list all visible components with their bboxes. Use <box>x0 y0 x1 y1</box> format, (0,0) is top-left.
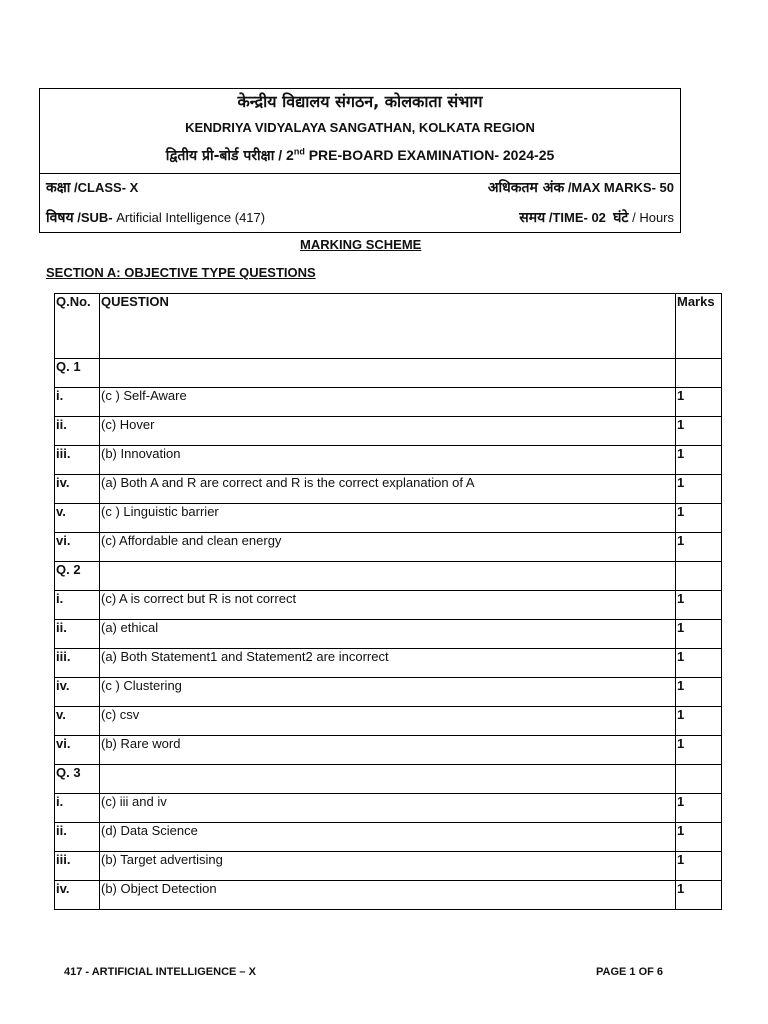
answer-text: (c ) Self-Aware <box>100 388 676 417</box>
answer-marks: 1 <box>676 707 722 736</box>
hindi-org-title: केन्द्रीय विद्यालय संगठन, कोलकाता संभाग <box>237 92 483 111</box>
answer-number: iv. <box>55 678 100 707</box>
answer-text: (c ) Linguistic barrier <box>100 504 676 533</box>
col-marks-header: Marks <box>676 294 722 359</box>
table-header-row <box>55 294 722 359</box>
time-hindi-hours: घंटे <box>613 210 629 226</box>
answer-number: v. <box>55 504 100 533</box>
answer-marks: 1 <box>676 620 722 649</box>
class-en: /CLASS- X <box>70 180 139 195</box>
answer-text: (c) Hover <box>100 417 676 446</box>
answer-text: (b) Target advertising <box>100 852 676 881</box>
answer-number: ii. <box>55 620 100 649</box>
answer-marks: 1 <box>676 649 722 678</box>
answer-number: iii. <box>55 649 100 678</box>
answer-text: (b) Object Detection <box>100 881 676 910</box>
org-title: KENDRIYA VIDYALAYA SANGATHAN, KOLKATA REGION <box>185 120 535 135</box>
question-group-row <box>55 359 722 388</box>
answer-text: (c) iii and iv <box>100 794 676 823</box>
empty-cell <box>676 765 722 794</box>
answer-row <box>55 678 722 707</box>
answer-number: i. <box>55 591 100 620</box>
max-marks-info <box>488 178 674 197</box>
time-en-hours: / Hours <box>628 210 674 225</box>
answer-marks: 1 <box>676 736 722 765</box>
answer-row <box>55 823 722 852</box>
answer-marks: 1 <box>676 533 722 562</box>
subject-name: Artificial Intelligence (417) <box>116 210 266 225</box>
footer-page-number: PAGE 1 OF 6 <box>596 966 664 978</box>
answer-row <box>55 417 722 446</box>
answer-text: (a) ethical <box>100 620 676 649</box>
answer-number: i. <box>55 794 100 823</box>
answer-text: (c) A is correct but R is not correct <box>100 591 676 620</box>
subject-info <box>46 208 265 227</box>
answer-row <box>55 388 722 417</box>
answer-row <box>55 620 722 649</box>
answer-number: ii. <box>55 417 100 446</box>
empty-cell <box>676 359 722 388</box>
answer-marks: 1 <box>676 591 722 620</box>
answer-row <box>55 533 722 562</box>
max-marks-en: /MAX MARKS- 50 <box>564 180 674 195</box>
answer-marks: 1 <box>676 881 722 910</box>
answer-number: vi. <box>55 736 100 765</box>
class-info <box>46 178 138 197</box>
answer-row <box>55 475 722 504</box>
time-hindi: समय <box>519 210 546 226</box>
max-marks-hindi: अधिकतम अंक <box>487 180 565 196</box>
exam-title-hindi: द्वितीय प्री-बोर्ड परीक्षा <box>165 148 275 164</box>
answer-marks: 1 <box>676 446 722 475</box>
answer-text: (b) Rare word <box>100 736 676 765</box>
answer-marks: 1 <box>676 417 722 446</box>
answer-row <box>55 446 722 475</box>
question-group-row <box>55 562 722 591</box>
answer-marks: 1 <box>676 388 722 417</box>
exam-header <box>39 88 681 233</box>
footer-subject: 417 - ARTIFICIAL INTELLIGENCE – X <box>64 966 256 978</box>
answer-number: iv. <box>55 475 100 504</box>
empty-cell <box>100 359 676 388</box>
answer-marks: 1 <box>676 794 722 823</box>
answer-row <box>55 649 722 678</box>
answer-number: iv. <box>55 881 100 910</box>
marking-scheme-title: MARKING SCHEME <box>300 237 422 252</box>
question-group-label: Q. 3 <box>55 765 100 794</box>
question-group-row <box>55 765 722 794</box>
answer-text: (d) Data Science <box>100 823 676 852</box>
class-hindi: कक्षा <box>46 180 71 196</box>
answer-text: (c) Affordable and clean energy <box>100 533 676 562</box>
col-question-header: QUESTION <box>100 294 676 359</box>
answer-number: iii. <box>55 446 100 475</box>
answer-row <box>55 591 722 620</box>
answer-row <box>55 504 722 533</box>
answer-text: (a) Both A and R are correct and R is the correct explanation of A <box>100 475 676 504</box>
answer-number: ii. <box>55 823 100 852</box>
answer-marks: 1 <box>676 504 722 533</box>
answer-marks: 1 <box>676 823 722 852</box>
question-group-label: Q. 1 <box>55 359 100 388</box>
answer-row <box>55 794 722 823</box>
answer-row <box>55 881 722 910</box>
empty-cell <box>676 562 722 591</box>
answer-text: (c) csv <box>100 707 676 736</box>
answer-number: i. <box>55 388 100 417</box>
exam-title-sup: nd <box>293 146 305 157</box>
subject-prefix: /SUB- <box>73 210 117 225</box>
marking-table <box>54 293 722 910</box>
answer-text: (c ) Clustering <box>100 678 676 707</box>
col-qno-header: Q.No. <box>55 294 100 359</box>
answer-row <box>55 736 722 765</box>
time-info <box>519 208 674 227</box>
header-divider <box>40 173 680 174</box>
section-title: SECTION A: OBJECTIVE TYPE QUESTIONS <box>46 265 316 280</box>
answer-marks: 1 <box>676 678 722 707</box>
exam-title <box>40 146 680 165</box>
answer-number: vi. <box>55 533 100 562</box>
time-en: /TIME- 02 <box>545 210 614 225</box>
answer-text: (a) Both Statement1 and Statement2 are incorrect <box>100 649 676 678</box>
answer-marks: 1 <box>676 475 722 504</box>
exam-title-en: PRE-BOARD EXAMINATION- 2024-25 <box>304 147 555 163</box>
answer-number: iii. <box>55 852 100 881</box>
answer-number: v. <box>55 707 100 736</box>
answer-text: (b) Innovation <box>100 446 676 475</box>
empty-cell <box>100 765 676 794</box>
answer-marks: 1 <box>676 852 722 881</box>
exam-title-sep: / 2 <box>274 147 294 163</box>
question-group-label: Q. 2 <box>55 562 100 591</box>
answer-row <box>55 707 722 736</box>
answer-row <box>55 852 722 881</box>
empty-cell <box>100 562 676 591</box>
subject-hindi: विषय <box>46 210 74 226</box>
